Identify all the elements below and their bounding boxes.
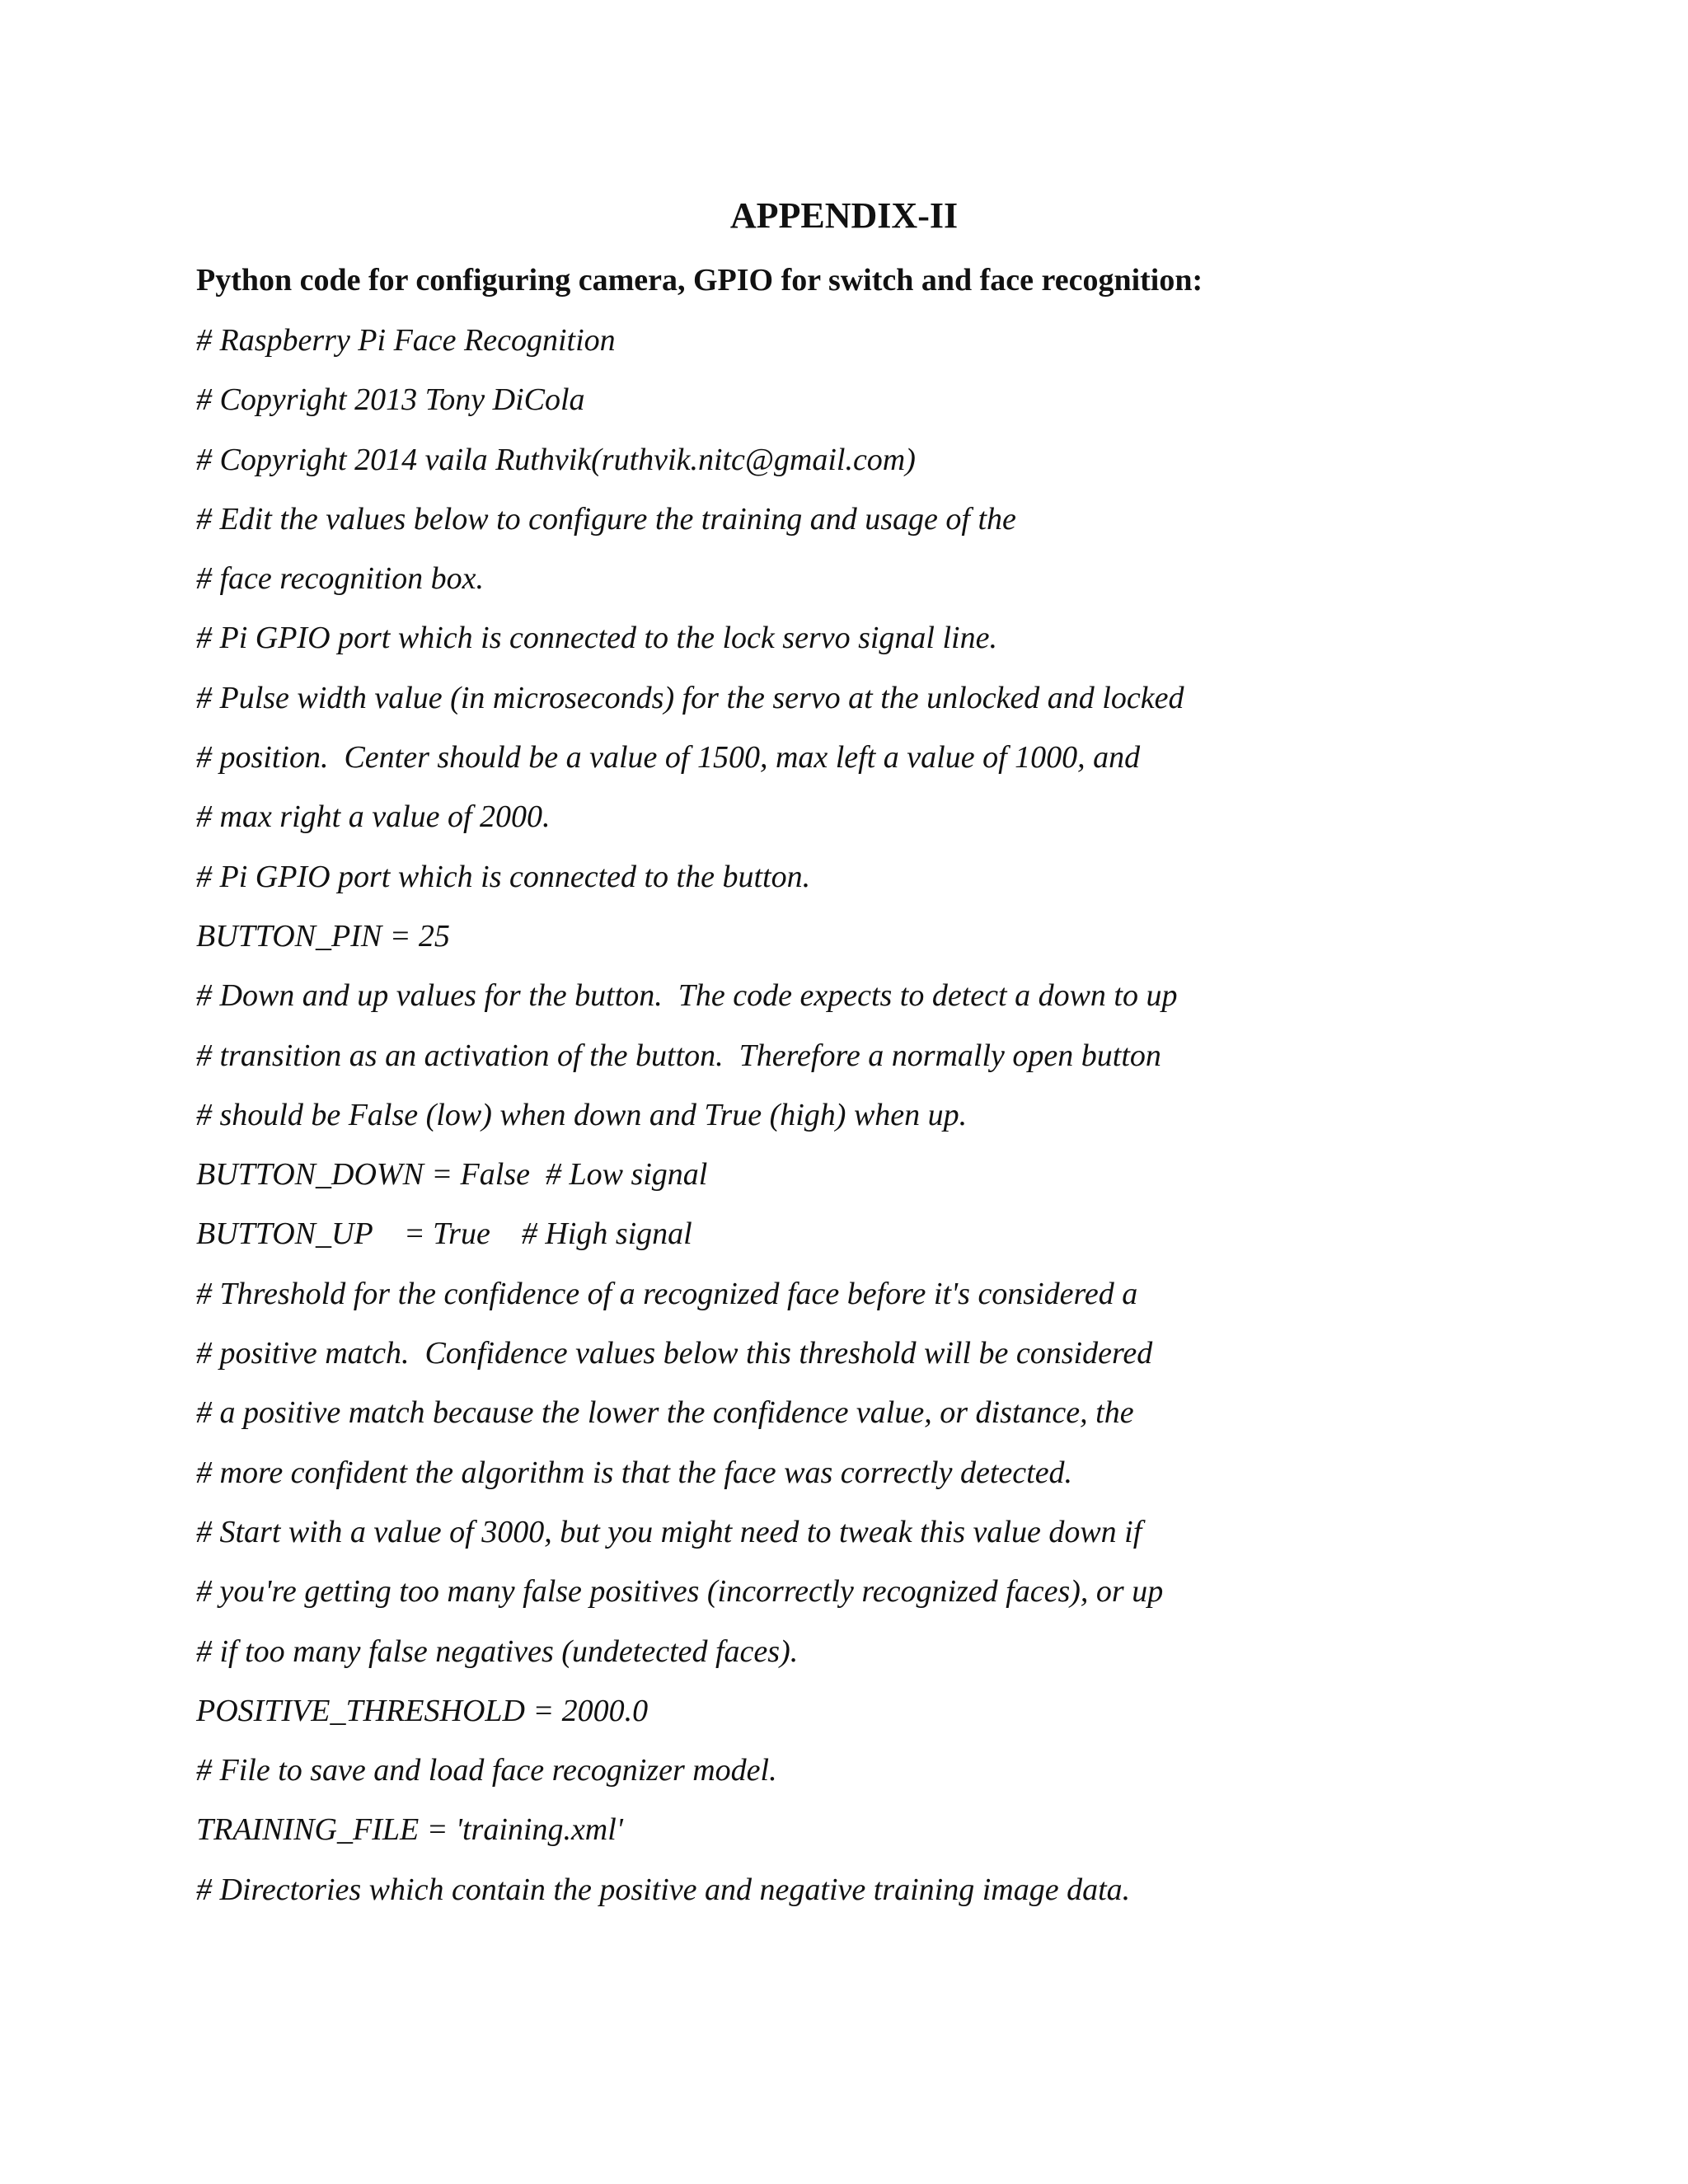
code-line: # Raspberry Pi Face Recognition <box>196 323 616 358</box>
code-line: # Pi GPIO port which is connected to the lock servo signal line. <box>196 621 997 656</box>
code-line: # Start with a value of 3000, but you might need to tweak this value down if <box>196 1514 1142 1549</box>
code-line: # more confident the algorithm is that the face was correctly detected. <box>196 1455 1073 1490</box>
code-line: # File to save and load face recognizer model. <box>196 1753 777 1788</box>
code-line: # Pi GPIO port which is connected to the button. <box>196 859 811 894</box>
code-line: # if too many false negatives (undetected faces). <box>196 1633 799 1669</box>
code-line: # Pulse width value (in microseconds) for the servo at the unlocked and locked <box>196 680 1184 715</box>
code-line: # Down and up values for the button. The code expects to detect a down to up <box>196 978 1178 1014</box>
section-heading: Python code for configuring camera, GPIO for switch and face recognition: <box>196 263 1203 298</box>
code-line: # a positive match because the lower the confidence value, or distance, the <box>196 1395 1134 1431</box>
page-title: APPENDIX-II <box>729 195 959 236</box>
code-line: # Copyright 2014 vaila Ruthvik(ruthvik.nitc@gmail.com) <box>196 442 916 477</box>
code-line: # should be False (low) when down and True (high) when up. <box>196 1097 968 1132</box>
code-line: # Threshold for the confidence of a recognized face before it's considered a <box>196 1276 1138 1311</box>
code-line: # Directories which contain the positive and negative training image data. <box>196 1872 1131 1907</box>
code-line: BUTTON_DOWN = False # Low signal <box>196 1157 708 1193</box>
code-line: # positive match. Confidence values below this threshold will be considered <box>196 1336 1153 1371</box>
code-listing <box>196 317 1184 1926</box>
code-line: # Edit the values below to configure the training and usage of the <box>196 501 1016 537</box>
code-line: # transition as an activation of the button. Therefore a normally open button <box>196 1038 1161 1073</box>
code-line: # position. Center should be a value of 1500, max left a value of 1000, and <box>196 740 1141 776</box>
code-line: # max right a value of 2000. <box>196 799 551 835</box>
code-line: # face recognition box. <box>196 561 484 597</box>
code-line: # you're getting too many false positives (incorrectly recognized faces), or up <box>196 1574 1164 1610</box>
code-line: BUTTON_PIN = 25 <box>196 918 450 954</box>
code-line: BUTTON_UP = True # High signal <box>196 1216 692 1252</box>
code-line: POSITIVE_THRESHOLD = 2000.0 <box>196 1693 649 1728</box>
code-line: TRAINING_FILE = 'training.xml' <box>196 1812 623 1848</box>
code-line: # Copyright 2013 Tony DiCola <box>196 382 585 418</box>
